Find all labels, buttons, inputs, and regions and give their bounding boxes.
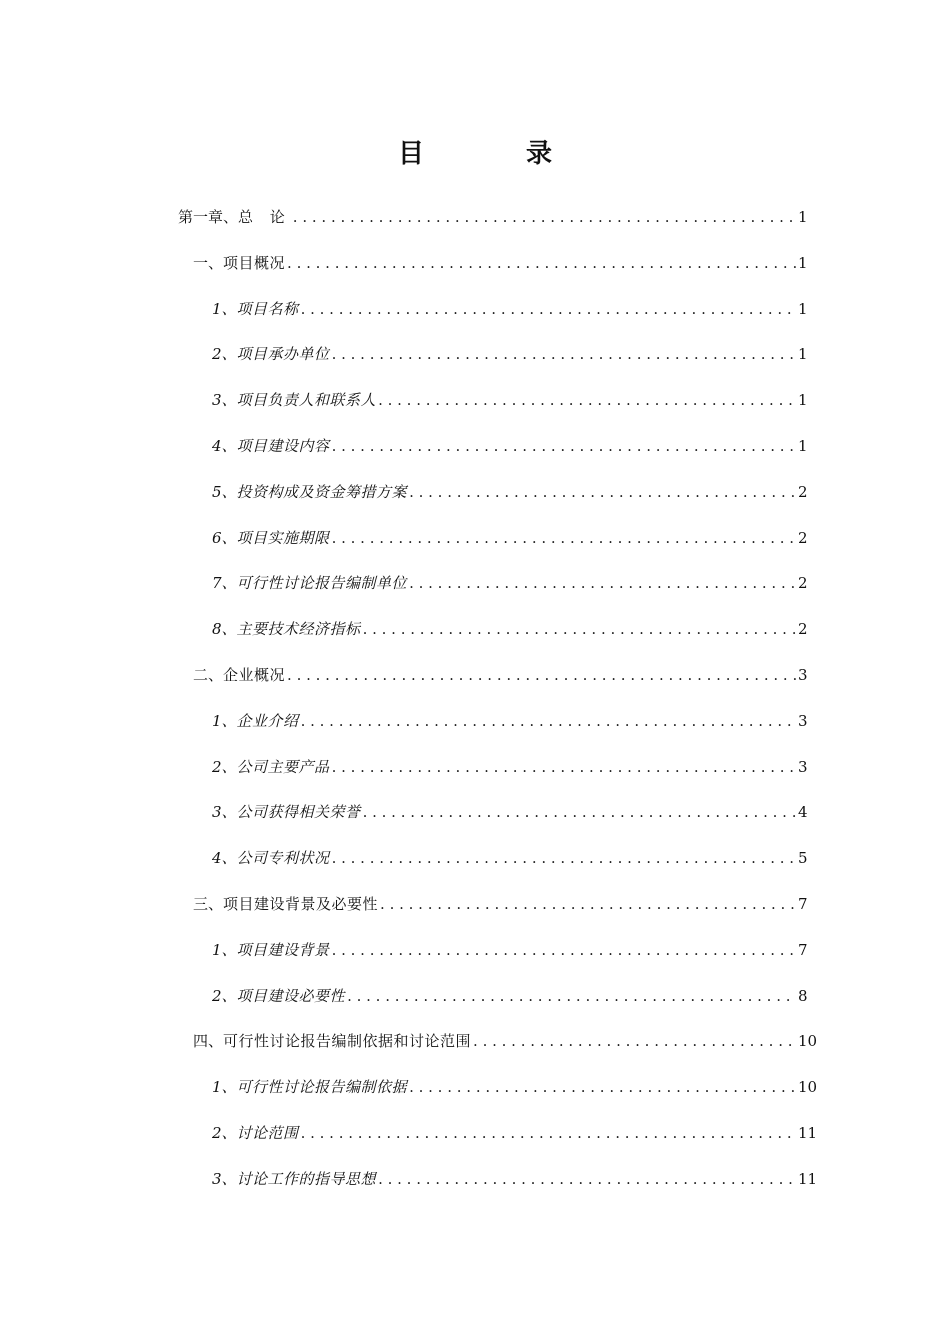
toc-entry-label: 项目建设必要性 <box>236 986 346 1005</box>
toc-dot-leader <box>409 567 796 599</box>
toc-entry-label: 项目承办单位 <box>236 345 330 364</box>
toc-entry-number: 3、 <box>212 391 237 410</box>
toc-dot-leader <box>301 1117 796 1149</box>
toc-entry[interactable] <box>212 338 806 370</box>
toc-entry[interactable] <box>193 247 806 279</box>
toc-entry[interactable] <box>212 705 806 737</box>
toc-dot-leader <box>287 247 796 279</box>
toc-entry-page-number: 1 <box>798 345 808 364</box>
toc-entry-label: 项目建设背景 <box>236 940 330 959</box>
toc-entry-page-number: 1 <box>798 208 808 226</box>
toc-dot-leader <box>332 522 796 554</box>
toc-entry-label: 企业介绍 <box>236 711 299 730</box>
toc-entry-label: 项目建设背景及必要性 <box>223 895 379 913</box>
toc-entry-label: 公司专利状况 <box>236 849 330 868</box>
toc-entry-number: 3、 <box>212 803 237 822</box>
toc-dot-leader <box>301 293 796 325</box>
toc-entry-label: 项目名称 <box>236 299 299 318</box>
toc-entry-number: 8、 <box>212 620 237 639</box>
toc-entry-page-number: 10 <box>798 1032 818 1051</box>
toc-entry-label: 公司主要产品 <box>236 757 330 776</box>
toc-dot-leader <box>473 1025 796 1057</box>
toc-entry[interactable] <box>212 980 806 1012</box>
toc-dot-leader <box>380 888 796 920</box>
toc-dot-leader <box>409 1071 796 1103</box>
toc-entry[interactable] <box>212 842 806 874</box>
toc-entry[interactable] <box>212 751 806 783</box>
toc-entry-page-number: 1 <box>798 253 808 272</box>
toc-entry-page-number: 1 <box>798 391 808 410</box>
toc-entry-number: 2、 <box>212 345 237 364</box>
toc-entry[interactable] <box>212 430 806 462</box>
toc-dot-leader <box>378 1163 796 1195</box>
toc-entry-number: 1、 <box>212 299 237 318</box>
toc-entry-number: 一、 <box>193 253 224 272</box>
toc-entry-page-number: 10 <box>798 1078 818 1097</box>
toc-entry-number: 四、 <box>193 1032 224 1051</box>
toc-entry-number: 5、 <box>212 482 237 501</box>
toc-entry-page-number: 11 <box>798 1124 818 1142</box>
toc-entry-number: 三、 <box>193 895 224 913</box>
toc-entry[interactable] <box>193 888 806 920</box>
toc-dot-leader <box>332 934 796 966</box>
toc-entry[interactable] <box>212 1117 818 1149</box>
toc-entry-page-number: 8 <box>798 986 808 1005</box>
toc-entry-page-number: 2 <box>798 528 808 547</box>
toc-entry-number: 二、 <box>193 666 224 684</box>
toc-dot-leader <box>347 980 796 1012</box>
toc-entry[interactable] <box>212 1071 818 1103</box>
toc-dot-leader <box>332 751 796 783</box>
toc-entry-number: 1、 <box>212 1078 237 1097</box>
toc-entry-page-number: 3 <box>798 711 808 730</box>
toc-entry-page-number: 2 <box>798 620 808 639</box>
toc-entry-number: 4、 <box>212 849 237 868</box>
toc-entry-label: 讨论范围 <box>236 1124 299 1142</box>
page-title: 目 录 <box>397 139 590 169</box>
toc-entry-label: 项目建设内容 <box>236 437 330 455</box>
toc-entry-label: 企业概况 <box>223 666 286 684</box>
toc-dot-leader <box>409 476 796 508</box>
toc-entry-number: 2、 <box>212 1124 237 1142</box>
toc-entry-label: 投资构成及资金筹措方案 <box>236 482 408 501</box>
toc-entry-number: 1、 <box>212 940 237 959</box>
toc-entry-label: 主要技术经济指标 <box>236 620 361 639</box>
toc-entry-page-number: 2 <box>798 482 808 501</box>
toc-entry[interactable] <box>212 1163 818 1195</box>
toc-entry-page-number: 4 <box>798 803 808 822</box>
toc-entry[interactable] <box>212 522 806 554</box>
toc-entry[interactable] <box>212 567 806 599</box>
toc-entry-number: 2、 <box>212 757 237 776</box>
toc-entry-label: 项目实施期限 <box>236 528 330 547</box>
toc-entry-label: 可行性讨论报告编制单位 <box>236 574 408 593</box>
toc-entry-number: 6、 <box>212 528 237 547</box>
toc-entry[interactable] <box>212 384 806 416</box>
toc-entry-number: 第一章、 <box>178 208 239 226</box>
toc-dot-leader <box>332 430 796 462</box>
toc-entry-page-number: 1 <box>798 299 808 318</box>
toc-entry-label: 总 论 <box>238 208 291 226</box>
toc-entry-page-number: 11 <box>798 1169 818 1188</box>
toc-dot-leader <box>363 796 796 828</box>
toc-entry-number: 4、 <box>212 437 237 455</box>
toc-dot-leader <box>301 705 796 737</box>
toc-entry[interactable] <box>212 613 806 645</box>
toc-entry-label: 公司获得相关荣誉 <box>236 803 361 822</box>
toc-entry-page-number: 3 <box>798 666 808 684</box>
toc-entry-page-number: 3 <box>798 757 808 776</box>
toc-entry-page-number: 5 <box>798 849 808 868</box>
toc-entry-page-number: 7 <box>798 895 808 913</box>
toc-entry-page-number: 7 <box>798 940 808 959</box>
toc-entry-number: 1、 <box>212 711 237 730</box>
toc-entry[interactable] <box>193 659 806 691</box>
toc-entry[interactable] <box>212 934 806 966</box>
toc-entry-page-number: 2 <box>798 574 808 593</box>
toc-entry-number: 2、 <box>212 986 237 1005</box>
toc-entry[interactable] <box>178 201 806 233</box>
toc-dot-leader <box>332 842 796 874</box>
toc-entry-number: 7、 <box>212 574 237 593</box>
toc-dot-leader <box>363 613 796 645</box>
toc-entry-label: 讨论工作的指导思想 <box>236 1169 377 1188</box>
toc-dot-leader <box>332 338 796 370</box>
toc-entry-page-number: 1 <box>798 437 808 455</box>
toc-entry[interactable] <box>212 796 806 828</box>
toc-entry-label: 可行性讨论报告编制依据和讨论范围 <box>223 1032 472 1051</box>
toc-entry[interactable] <box>212 293 806 325</box>
toc-entry[interactable] <box>193 1025 818 1057</box>
toc-dot-leader <box>287 659 796 691</box>
toc-entry-label: 可行性讨论报告编制依据 <box>236 1078 408 1097</box>
toc-entry-number: 3、 <box>212 1169 237 1188</box>
toc-dot-leader <box>378 384 796 416</box>
toc-entry[interactable] <box>212 476 806 508</box>
toc-entry-label: 项目概况 <box>223 253 286 272</box>
toc-entry-label: 项目负责人和联系人 <box>236 391 377 410</box>
toc-dot-leader <box>293 201 796 233</box>
